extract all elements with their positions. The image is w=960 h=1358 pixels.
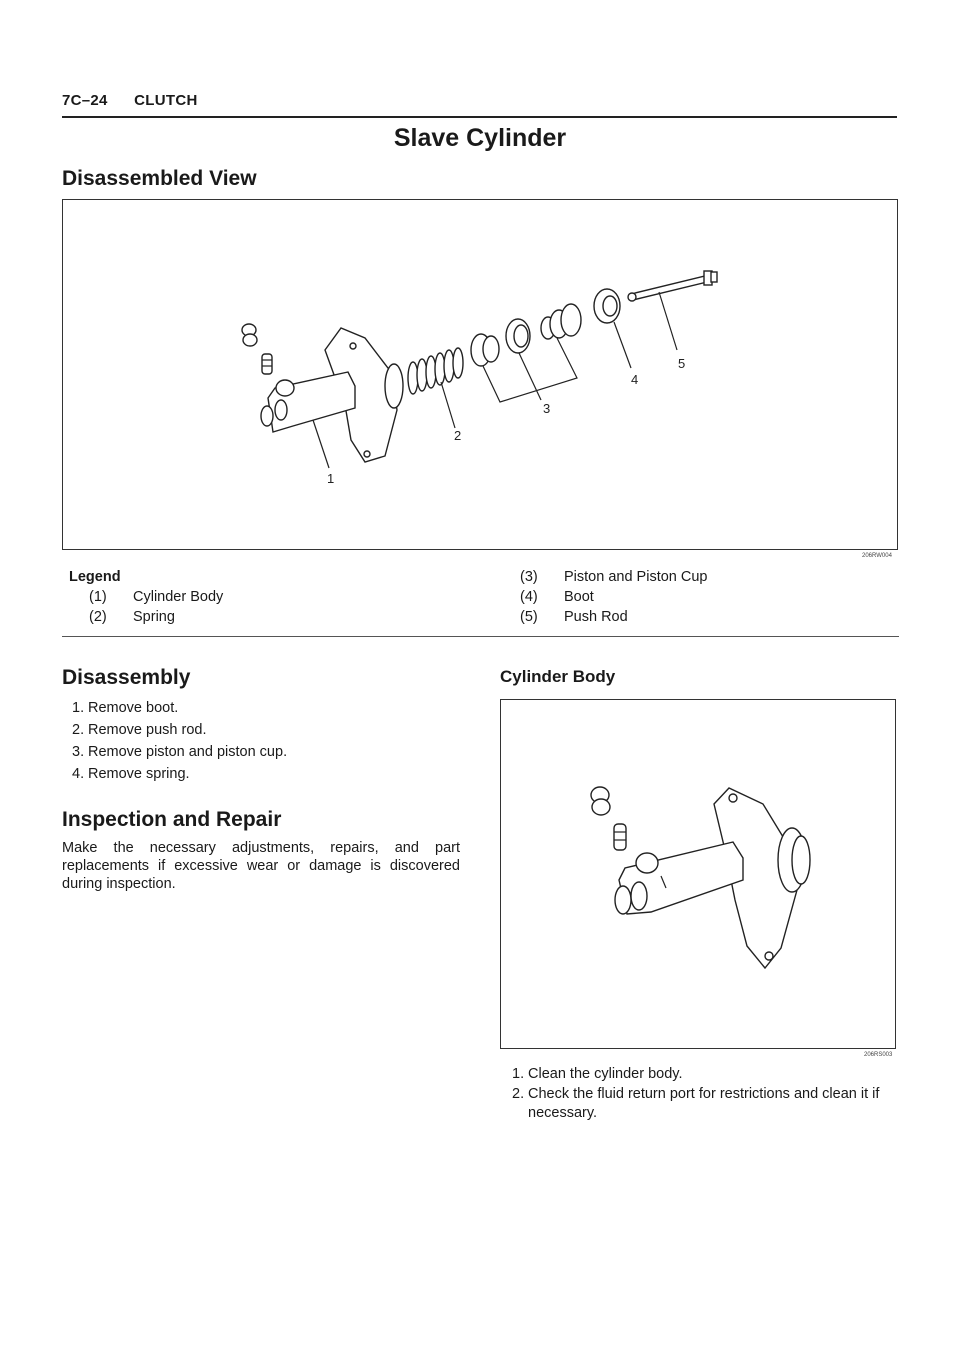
exploded-view-illustration: [63, 200, 897, 549]
callout-5: 5: [678, 356, 686, 371]
callout-3: 3: [543, 401, 551, 416]
inspection-heading: Inspection and Repair: [62, 808, 282, 831]
header-rule: [62, 116, 897, 118]
bleeder-cap: [591, 787, 610, 815]
piston-cup: [506, 319, 530, 353]
legend-rule: [62, 636, 899, 637]
cylinder-body: [261, 328, 403, 462]
page-title: Slave Cylinder: [393, 124, 567, 152]
list-item: 2. Remove push rod.: [72, 722, 207, 738]
disassembly-steps: [62, 697, 462, 785]
cylinder-barrel: [615, 842, 743, 914]
cylinder-boss-inner: [792, 836, 810, 884]
legend-right: [500, 567, 900, 627]
callout-2: 2: [454, 428, 462, 443]
page-header: [62, 92, 198, 109]
callout-4: 4: [631, 372, 639, 387]
bleeder-screw: [262, 354, 272, 374]
legend-item: (2) Spring: [89, 609, 175, 625]
list-item: 2. Check the fluid return port for restrictions and clean it if necessary.: [512, 1086, 880, 1121]
list-item: 4. Remove spring.: [72, 766, 190, 782]
legend-item: (3) Piston and Piston Cup: [520, 569, 708, 585]
spring: [408, 348, 463, 394]
cylinder-body-illustration: [501, 700, 895, 1048]
piston: [471, 334, 499, 366]
push-rod: [628, 271, 717, 301]
bleeder-screw: [614, 824, 626, 850]
bleeder-cap: [242, 324, 257, 346]
legend-item: (4) Boot: [520, 589, 594, 605]
exploded-view-figure: [62, 199, 898, 550]
legend-item: (1) Cylinder Body: [89, 589, 224, 605]
figure-id: 206RW004: [862, 553, 892, 559]
list-item: 3. Remove piston and piston cup.: [72, 744, 288, 760]
section-number: 7C–24: [62, 92, 108, 109]
piston-assembly: [541, 304, 581, 339]
legend-left: [69, 567, 489, 627]
cylinder-body-steps: [502, 1063, 902, 1123]
disassembled-view-heading: Disassembled View: [62, 167, 257, 190]
cylinder-body-heading: Cylinder Body: [500, 667, 616, 686]
list-item: 1. Remove boot.: [72, 700, 179, 716]
disassembly-heading: Disassembly: [62, 666, 191, 689]
legend-title: Legend: [69, 569, 121, 585]
boot: [594, 289, 620, 323]
list-item: 1. Clean the cylinder body.: [512, 1066, 683, 1082]
callout-1: 1: [327, 471, 335, 486]
inspection-text: Make the necessary adjustments, repairs, and part replacements if excessive wear or damage is discovered during inspection.: [62, 840, 460, 892]
legend-item: (5) Push Rod: [520, 609, 628, 625]
figure-id: 206RS003: [864, 1052, 893, 1058]
cylinder-body-figure: [500, 699, 896, 1049]
chapter-name: CLUTCH: [134, 92, 198, 109]
